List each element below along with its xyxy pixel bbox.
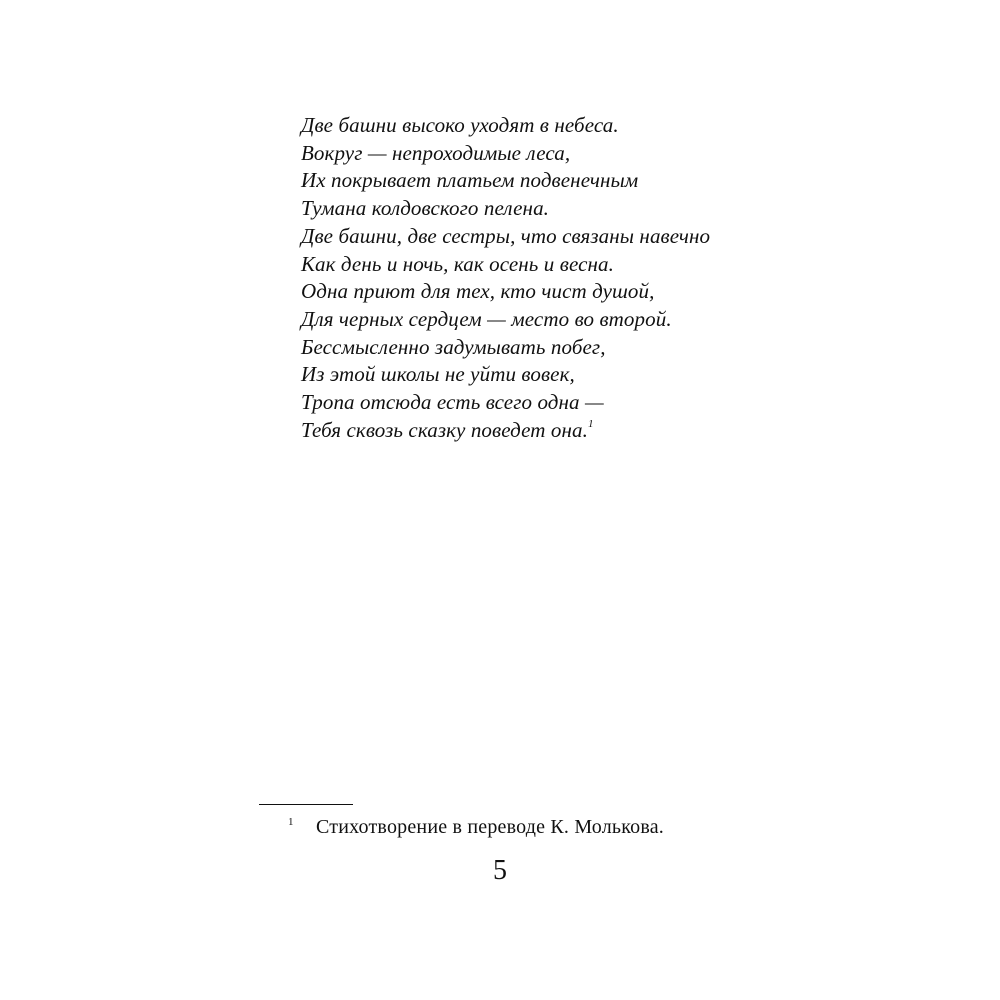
- poem-line: Две башни высоко уходят в небеса.: [301, 113, 619, 137]
- footnote: [288, 814, 848, 840]
- poem-line-text: Тебя сквозь сказку поведет она.: [301, 417, 588, 442]
- poem-line: Как день и ночь, как осень и весна.: [301, 251, 615, 276]
- poem-line: Вокруг — непроходимые леса,: [301, 140, 571, 165]
- poem-line: Две башни, две сестры, что связаны навечно: [301, 223, 711, 248]
- poem-line: Тумана колдовского пелена.: [301, 196, 550, 221]
- poem-line-last: [301, 417, 821, 445]
- footnote-marker: 1: [288, 816, 294, 828]
- page-number: 5: [493, 855, 507, 886]
- poem-line: Тропа отсюда есть всего одна —: [301, 390, 604, 415]
- poem-line: Одна приют для тех, кто чист душой,: [301, 279, 655, 304]
- footnote-reference: 1: [587, 417, 594, 430]
- poem: [301, 112, 821, 444]
- poem-line: Для черных сердцем — место во второй.: [301, 306, 672, 331]
- footnote-separator: [259, 804, 353, 805]
- poem-line: Из этой школы не уйти вовек,: [301, 362, 575, 387]
- poem-line: Их покрывает платьем подвенечным: [301, 168, 639, 193]
- poem-line: Бессмысленно задумывать побег,: [301, 334, 606, 359]
- footnote-text: Стихотворение в переводе К. Молькова.: [316, 816, 665, 838]
